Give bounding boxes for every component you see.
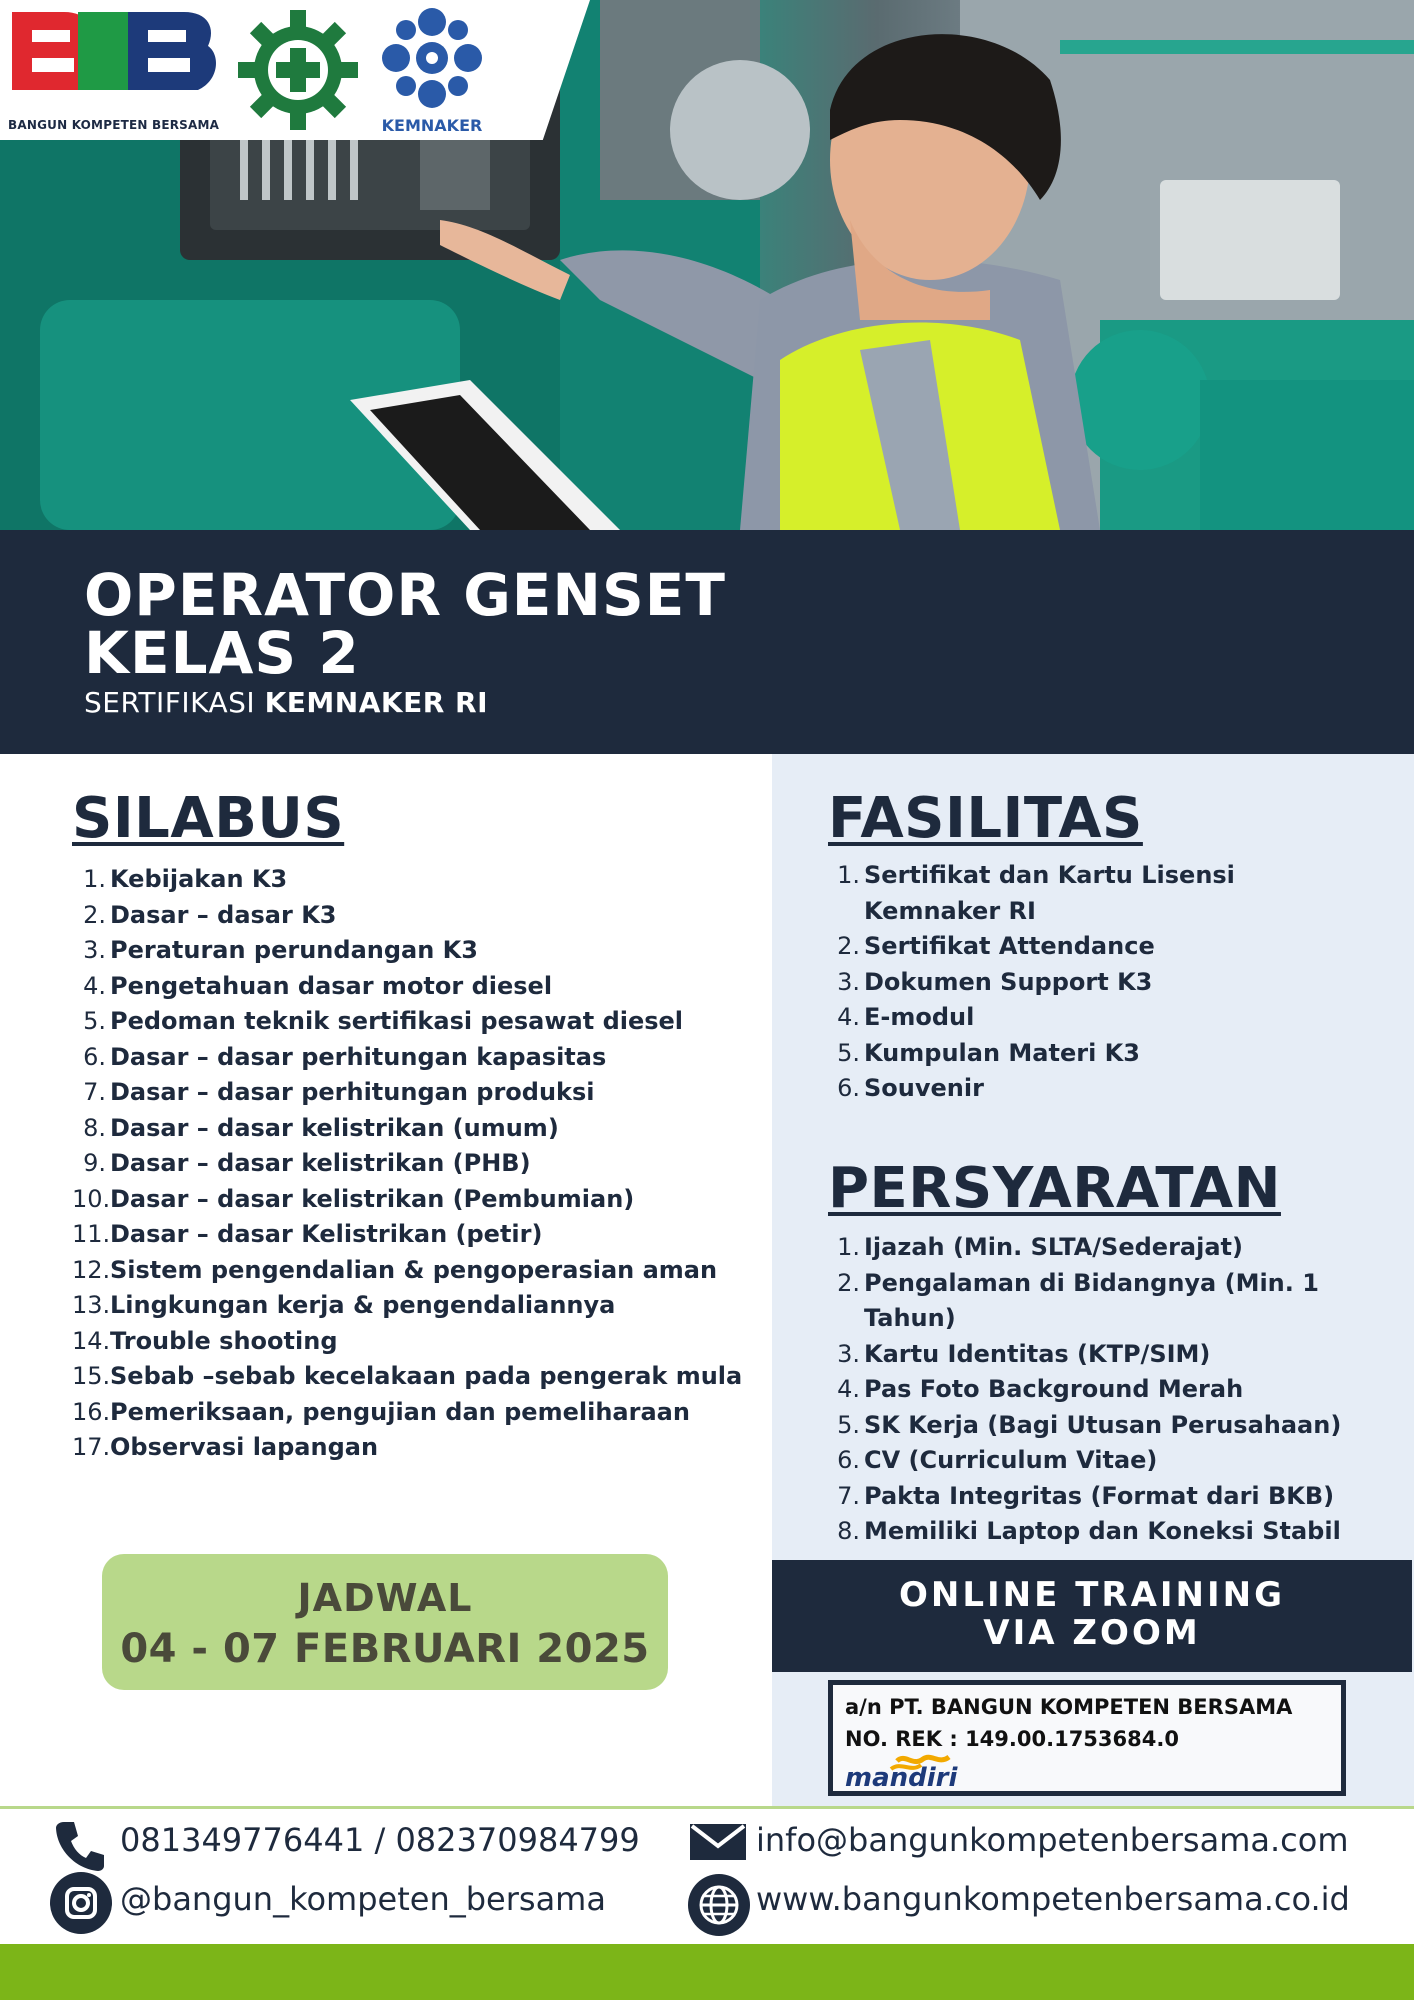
subtitle-bold: KEMNAKER RI xyxy=(264,686,488,719)
list-item xyxy=(72,1111,772,1147)
list-item-text: Dasar – dasar kelistrikan (Pembumian) xyxy=(110,1184,635,1213)
list-item-number: 7. xyxy=(83,1078,106,1106)
list-item xyxy=(826,1479,1406,1515)
list-item xyxy=(826,1230,1406,1266)
kemnaker-logo xyxy=(372,4,492,112)
list-item-number: 3. xyxy=(837,967,860,996)
page-title-line2: KELAS 2 xyxy=(84,619,360,687)
list-item-text: Dasar – dasar kelistrikan (PHB) xyxy=(110,1149,531,1177)
list-item xyxy=(72,1359,772,1395)
list-item-number: 12. xyxy=(72,1255,111,1284)
online-training-banner xyxy=(772,1560,1412,1672)
training-line1: ONLINE TRAINING xyxy=(899,1575,1285,1615)
k3-gear-logo xyxy=(236,8,360,132)
jadwal-dates: 04 - 07 FEBRUARI 2025 xyxy=(120,1626,650,1672)
list-item-number: 2. xyxy=(837,1268,860,1297)
list-item-text: Lingkungan kerja & pengendaliannya xyxy=(110,1291,616,1319)
list-item xyxy=(72,1040,772,1076)
list-item-number: 16. xyxy=(72,1397,111,1426)
list-item-text: Pengalaman di Bidangnya (Min. 1 Tahun) xyxy=(864,1268,1319,1332)
list-item-text: Pas Foto Background Merah xyxy=(864,1375,1244,1403)
silabus-heading: SILABUS xyxy=(72,786,345,851)
list-item xyxy=(826,1372,1406,1408)
list-item-text: Sertifikat dan Kartu Lisensi Kemnaker RI xyxy=(864,861,1235,925)
list-item-text: Dasar – dasar perhitungan kapasitas xyxy=(110,1042,607,1071)
list-item xyxy=(826,1408,1406,1444)
list-item-number: 15. xyxy=(72,1362,111,1390)
contact-instagram[interactable]: @bangun_kompeten_bersama xyxy=(120,1880,606,1918)
phone-icon xyxy=(52,1818,108,1874)
list-item xyxy=(826,965,1346,1001)
list-item-text: Souvenir xyxy=(864,1074,984,1102)
footer-divider xyxy=(0,1806,1414,1809)
list-item-number: 9. xyxy=(83,1149,106,1177)
list-item-text: Pedoman teknik sertifikasi pesawat diesel xyxy=(110,1007,684,1035)
list-item-number: 7. xyxy=(837,1481,860,1510)
list-item-text: Dokumen Support K3 xyxy=(864,967,1153,996)
contact-email[interactable]: info@bangunkompetenbersama.com xyxy=(756,1821,1349,1859)
persyaratan-list xyxy=(826,1230,1406,1550)
training-line2: VIA ZOOM xyxy=(983,1613,1201,1653)
persyaratan-heading: PERSYARATAN xyxy=(828,1156,1281,1221)
jadwal-box xyxy=(102,1554,668,1690)
contact-website[interactable]: www.bangunkompetenbersama.co.id xyxy=(756,1880,1350,1918)
list-item xyxy=(72,1288,772,1324)
list-item-number: 6. xyxy=(837,1446,860,1474)
kemnaker-label: KEMNAKER xyxy=(381,116,483,135)
bank-name: mandiri xyxy=(845,1763,958,1793)
silabus-list xyxy=(72,862,772,1466)
list-item xyxy=(72,898,772,934)
list-item xyxy=(72,1182,772,1218)
list-item-text: E-modul xyxy=(864,1003,975,1031)
list-item-text: Peraturan perundangan K3 xyxy=(110,936,478,964)
list-item-number: 6. xyxy=(83,1042,106,1071)
list-item-number: 8. xyxy=(83,1113,106,1142)
list-item-number: 1. xyxy=(83,865,106,893)
list-item-number: 10. xyxy=(72,1184,111,1213)
list-item-number: 17. xyxy=(72,1433,111,1461)
list-item-number: 2. xyxy=(83,900,106,929)
list-item-number: 4. xyxy=(837,1375,860,1403)
fasilitas-list xyxy=(826,858,1346,1107)
list-item xyxy=(72,1075,772,1111)
jadwal-label: JADWAL xyxy=(297,1576,473,1620)
mandiri-logo xyxy=(845,1753,985,1793)
list-item-text: Sebab –sebab kecelakaan pada pengerak mula xyxy=(110,1362,743,1390)
list-item-text: Pakta Integritas (Format dari BKB) xyxy=(864,1481,1335,1510)
list-item-text: Kumpulan Materi K3 xyxy=(864,1038,1140,1067)
list-item xyxy=(826,1036,1346,1072)
list-item xyxy=(72,1217,772,1253)
contact-phone[interactable]: 081349776441 / 082370984799 xyxy=(120,1821,640,1859)
list-item xyxy=(826,1071,1346,1107)
list-item-number: 13. xyxy=(72,1291,111,1319)
list-item xyxy=(72,969,772,1005)
list-item-text: SK Kerja (Bagi Utusan Perusahaan) xyxy=(864,1410,1342,1439)
page-title-line1: OPERATOR GENSET xyxy=(84,561,726,629)
list-item-number: 5. xyxy=(83,1007,106,1035)
mail-icon xyxy=(688,1820,748,1862)
bkb-logo xyxy=(8,8,223,116)
k3-gear-icon xyxy=(236,8,360,132)
list-item-number: 4. xyxy=(837,1003,860,1031)
list-item-text: Sistem pengendalian & pengoperasian aman xyxy=(110,1255,718,1284)
list-item-number: 14. xyxy=(72,1326,111,1355)
list-item-text: Observasi lapangan xyxy=(110,1433,379,1461)
list-item xyxy=(72,1430,772,1466)
list-item-text: Kebijakan K3 xyxy=(110,865,288,893)
list-item-text: Pemeriksaan, pengujian dan pemeliharaan xyxy=(110,1397,690,1426)
list-item-number: 8. xyxy=(837,1517,860,1545)
list-item-text: Dasar – dasar Kelistrikan (petir) xyxy=(110,1220,543,1248)
list-item-text: Memiliki Laptop dan Koneksi Stabil xyxy=(864,1517,1341,1545)
list-item xyxy=(72,862,772,898)
list-item-text: Sertifikat Attendance xyxy=(864,932,1155,960)
list-item xyxy=(72,1253,772,1289)
list-item-number: 1. xyxy=(837,1233,860,1261)
subtitle-prefix: SERTIFIKASI xyxy=(84,686,256,719)
bank-account-box xyxy=(828,1680,1346,1796)
list-item-number: 4. xyxy=(83,971,106,1000)
globe-icon xyxy=(688,1874,750,1936)
list-item-number: 1. xyxy=(837,861,860,889)
list-item-number: 3. xyxy=(837,1339,860,1368)
footer-green-bar xyxy=(0,1944,1414,2000)
list-item-text: Pengetahuan dasar motor diesel xyxy=(110,971,553,1000)
list-item-number: 3. xyxy=(83,936,106,964)
bkb-tagline: BANGUN KOMPETEN BERSAMA xyxy=(8,118,220,132)
list-item xyxy=(72,1146,772,1182)
list-item-text: Ijazah (Min. SLTA/Sederajat) xyxy=(864,1233,1243,1261)
list-item-text: Dasar – dasar perhitungan produksi xyxy=(110,1078,595,1106)
page-subtitle xyxy=(84,686,488,719)
list-item xyxy=(826,1000,1346,1036)
bkb-logo-mark xyxy=(8,8,223,116)
list-item-text: Trouble shooting xyxy=(110,1326,338,1355)
list-item-number: 11. xyxy=(72,1220,111,1248)
list-item xyxy=(826,858,1346,929)
list-item-text: CV (Curriculum Vitae) xyxy=(864,1446,1158,1474)
list-item xyxy=(826,1337,1406,1373)
instagram-icon xyxy=(50,1872,112,1934)
fasilitas-heading: FASILITAS xyxy=(828,786,1143,851)
list-item-text: Kartu Identitas (KTP/SIM) xyxy=(864,1339,1211,1368)
kemnaker-emblem-icon xyxy=(372,4,492,112)
bank-account-name: a/n PT. BANGUN KOMPETEN BERSAMA xyxy=(845,1695,1293,1719)
list-item xyxy=(826,1514,1406,1550)
list-item-text: Dasar – dasar kelistrikan (umum) xyxy=(110,1113,559,1142)
list-item xyxy=(826,1443,1406,1479)
list-item xyxy=(72,933,772,969)
list-item xyxy=(826,929,1346,965)
list-item-number: 2. xyxy=(837,932,860,960)
list-item xyxy=(72,1324,772,1360)
bank-account-number: NO. REK : 149.00.1753684.0 xyxy=(845,1727,1179,1751)
list-item-number: 6. xyxy=(837,1074,860,1102)
list-item-number: 5. xyxy=(837,1038,860,1067)
list-item xyxy=(72,1004,772,1040)
list-item-number: 5. xyxy=(837,1410,860,1439)
list-item xyxy=(826,1266,1406,1337)
list-item xyxy=(72,1395,772,1431)
list-item-text: Dasar – dasar K3 xyxy=(110,900,337,929)
